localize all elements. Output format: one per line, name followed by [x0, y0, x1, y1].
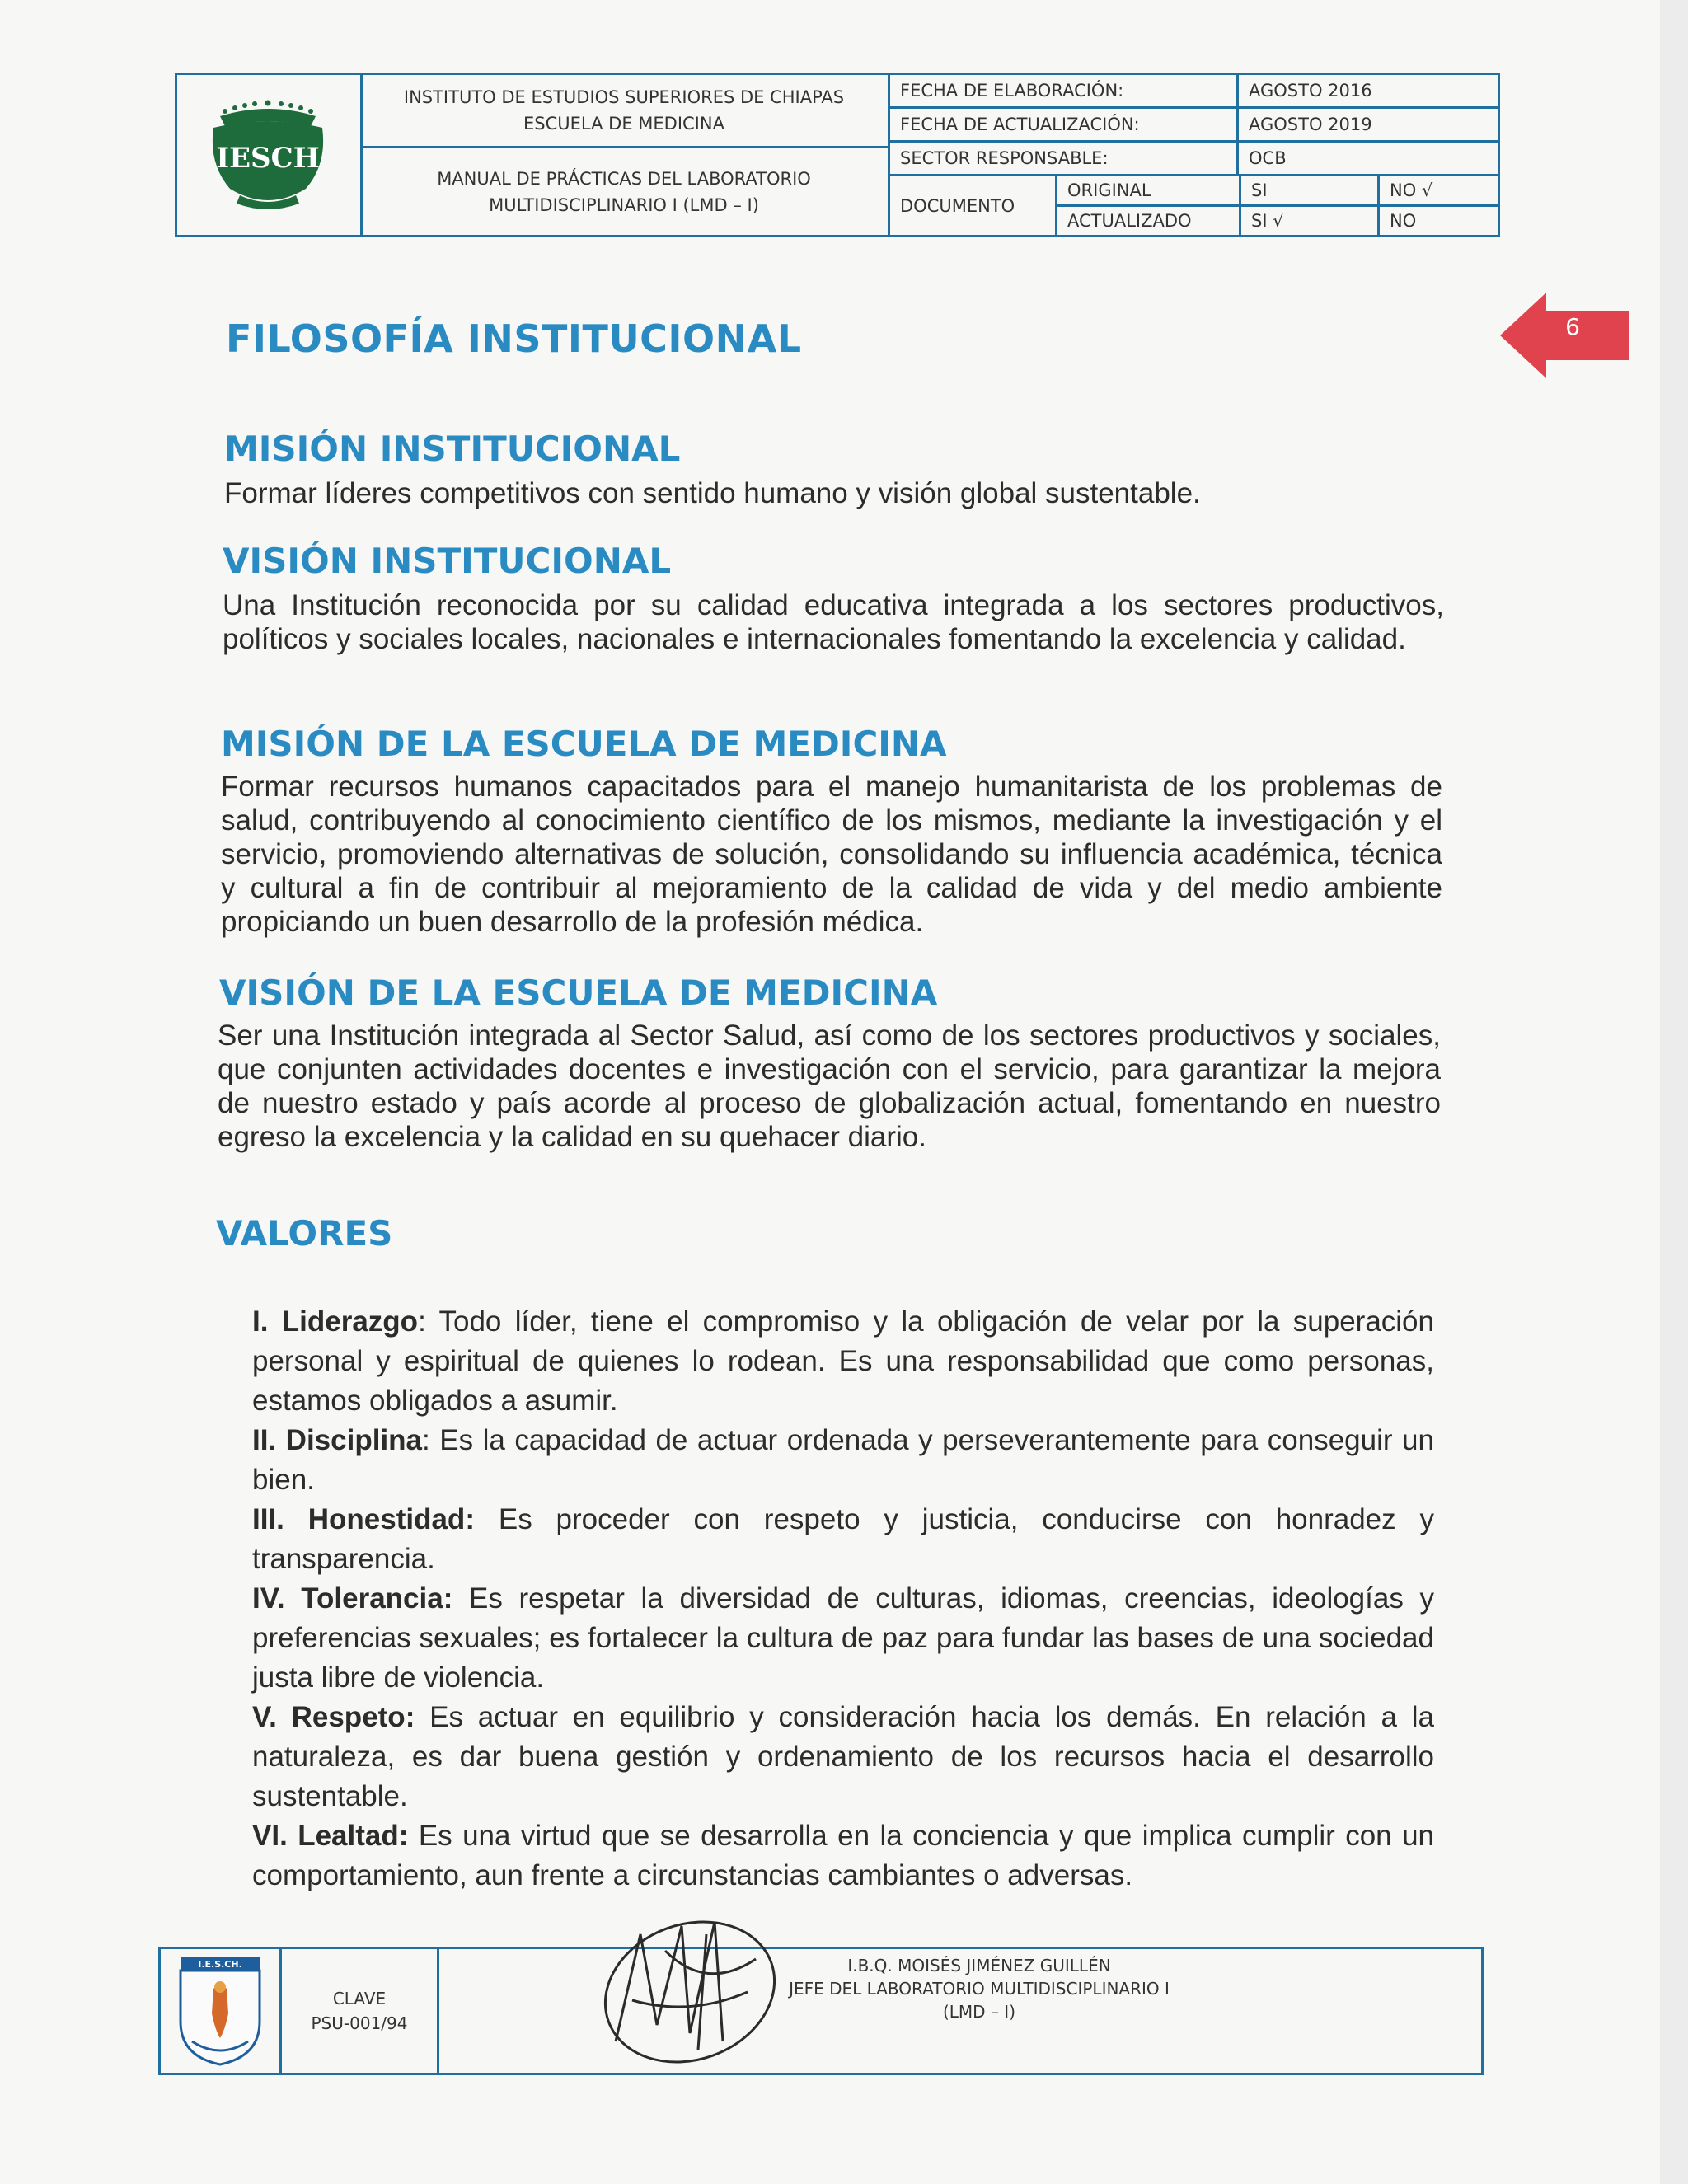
actualizado-no: NO: [1377, 207, 1500, 235]
valores-heading: VALORES: [216, 1213, 393, 1254]
manual-title-line1: MANUAL DE PRÁCTICAS DEL LABORATORIO: [437, 168, 811, 189]
value-sep: [475, 1503, 499, 1535]
scan-edge: [1660, 0, 1688, 2184]
institution-name: INSTITUTO DE ESTUDIOS SUPERIORES DE CHIAPAS: [403, 87, 845, 107]
manual-title-line2: MULTIDISCIPLINARIO I (LMD – I): [489, 194, 759, 215]
original-label: ORIGINAL: [1067, 180, 1151, 200]
value-name: II. Disciplina: [252, 1424, 423, 1456]
value-name: VI. Lealtad:: [252, 1820, 409, 1852]
page-title: FILOSOFÍA INSTITUCIONAL: [226, 316, 802, 361]
signer-title: JEFE DEL LABORATORIO MULTIDISCIPLINARIO I: [789, 1979, 1170, 1999]
value-name: III. Honestidad:: [252, 1503, 475, 1535]
value-text: Es respetar la diversidad de culturas, idiomas, creencias, ideologías y preferencias sexuales; es fortalecer la cultura de paz para fundar las bases de una sociedad justa libre de violencia.: [252, 1582, 1434, 1694]
value-name: I. Liderazgo: [252, 1305, 419, 1338]
value-text: Es la capacidad de actuar ordenada y perseverantemente para conseguir un bien.: [252, 1424, 1434, 1496]
iesch-crest-icon: [176, 1956, 265, 2066]
actualizado-label: ACTUALIZADO: [1067, 211, 1192, 231]
original-si: SI: [1239, 176, 1377, 204]
sector-responsable-value: OCB: [1236, 143, 1498, 174]
mision-institucional-heading: MISIÓN INSTITUCIONAL: [224, 429, 681, 469]
value-item-honestidad: [252, 1500, 1434, 1579]
mision-institucional-text: Formar líderes competitivos con sentido humano y visión global sustentable.: [224, 477, 1201, 509]
document-header-table: [175, 73, 1500, 237]
iesch-logo: [207, 98, 329, 212]
header-title-cell: [360, 75, 890, 235]
page-number: 6: [1565, 313, 1580, 340]
value-sep: :: [422, 1424, 440, 1456]
value-name: IV. Tolerancia:: [252, 1582, 453, 1615]
value-text: Es una virtud que se desarrolla en la conciencia y que implica cumplir con un comportamiento, aun frente a circunstancias cambiantes o adversas.: [252, 1820, 1434, 1891]
mision-escuela-heading: MISIÓN DE LA ESCUELA DE MEDICINA: [221, 724, 947, 764]
signer-unit: (LMD – I): [942, 2002, 1016, 2022]
vision-escuela-text: Ser una Institución integrada al Sector Salud, así como de los sectores productivos y sociales, que conjunten actividades docentes e investigación con el servicio, para garantizar la mejora de nuestro estado y país acorde al proceso de globalización actual, fomentando en nuestro egreso la excelencia y la calidad en su quehacer diario.: [218, 1019, 1441, 1153]
value-text: Es actuar en equilibrio y consideración hacia los demás. En relación a la naturaleza, es dar buena gestión y ordenamiento de los recursos hacia el desarrollo sustentable.: [252, 1701, 1434, 1812]
value-item-lealtad: [252, 1816, 1434, 1896]
value-sep: :: [418, 1305, 439, 1338]
value-item-respeto: [252, 1698, 1434, 1816]
values-list: [252, 1302, 1434, 1896]
signer-block: [777, 1954, 1181, 2023]
fecha-elaboracion-label: FECHA DE ELABORACIÓN:: [900, 81, 1124, 101]
documento-label: DOCUMENTO: [900, 195, 1015, 216]
clave-label: CLAVE: [332, 1989, 387, 2008]
value-text: Todo líder, tiene el compromiso y la obligación de velar por la superación personal y espiritual de quienes lo rodean. Es una responsabilidad que como personas, estamos obligados a asumir.: [252, 1305, 1434, 1417]
svg-text:IESCH: IESCH: [216, 142, 320, 175]
value-sep: [452, 1582, 469, 1615]
value-item-liderazgo: [252, 1302, 1434, 1421]
clave-value: PSU-001/94: [311, 2013, 408, 2033]
mision-escuela-text: Formar recursos humanos capacitados para el manejo humanitarista de los problemas de salud, contribuyendo al conocimiento científico de los mismos, mediante la investigación y el servicio, promoviendo alternativas de solución, consolidando su influencia académica, técnica y cultural a fin de contribuir al mejoramiento de la calidad de vida y del medio ambiente propiciando un buen desarrollo de la profesión médica.: [221, 771, 1442, 938]
original-no: NO √: [1377, 176, 1500, 204]
school-name: ESCUELA DE MEDICINA: [523, 114, 724, 134]
handwritten-signature: [583, 1901, 797, 2066]
crest-cell: [161, 1949, 282, 2073]
svg-text:I.E.S.CH.: I.E.S.CH.: [198, 1959, 242, 1970]
signer-name: I.B.Q. MOISÉS JIMÉNEZ GUILLÉN: [847, 1956, 1111, 1975]
value-item-disciplina: [252, 1421, 1434, 1500]
sector-responsable-label: SECTOR RESPONSABLE:: [900, 148, 1109, 168]
vision-escuela-heading: VISIÓN DE LA ESCUELA DE MEDICINA: [219, 972, 938, 1013]
value-text: Es proceder con respeto y justicia, conducirse con honradez y transparencia.: [252, 1503, 1434, 1575]
clave-cell: [282, 1949, 439, 2073]
document-footer-table: [158, 1947, 1484, 2075]
vision-institucional-text: Una Institución reconocida por su calidad educativa integrada a los sectores productivos, políticos y sociales locales, nacionales e internacionales fomentando la excelencia y calidad.: [223, 589, 1444, 655]
value-name: V. Respeto:: [252, 1701, 415, 1733]
value-sep: [408, 1820, 418, 1852]
header-metadata-cell: [890, 75, 1498, 235]
fecha-actualizacion-label: FECHA DE ACTUALIZACIÓN:: [900, 115, 1140, 134]
vision-institucional-heading: VISIÓN INSTITUCIONAL: [223, 541, 672, 581]
value-item-tolerancia: [252, 1579, 1434, 1698]
fecha-elaboracion-value: AGOSTO 2016: [1236, 75, 1498, 106]
actualizado-si: SI √: [1239, 207, 1377, 235]
logo-cell: [177, 75, 363, 235]
value-sep: [415, 1701, 429, 1733]
fecha-actualizacion-value: AGOSTO 2019: [1236, 109, 1498, 140]
